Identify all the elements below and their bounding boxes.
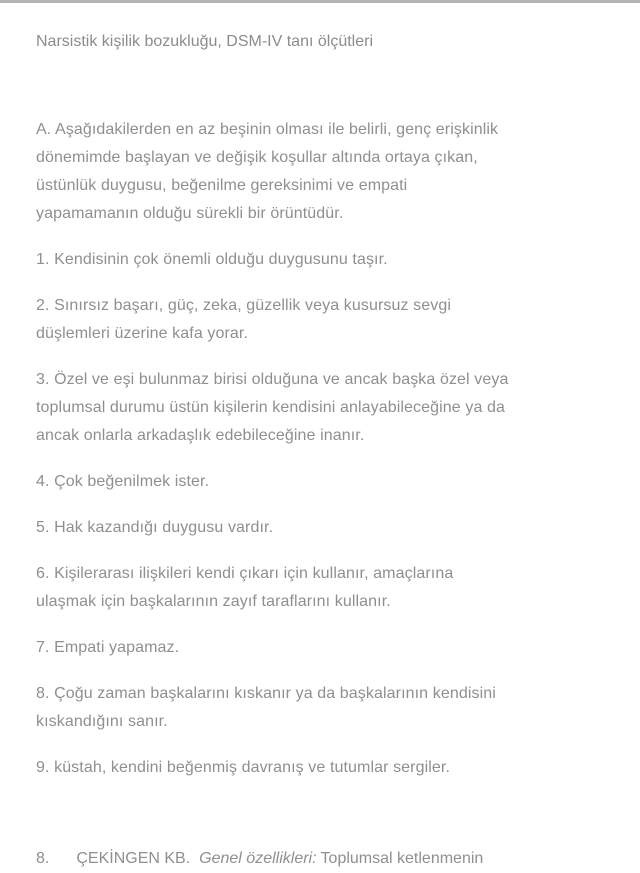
criterion-1: 1. Kendisinin çok önemli olduğu duygusunu taşır. (36, 251, 388, 268)
criteria-intro-paragraph: A. Aşağıdakilerden en az beşinin olması ile belirli, genç erişkinlik dönemimde başlayan ve değişik koşullar altında ortaya çıkan, üstünlük duygusu, beğenilme gereksinimi ve empati yapamamanın olduğu sürekli bir örüntüdür. (36, 121, 499, 222)
criterion-8: 8. Çoğu zaman başkalarını kıskanır ya da başkalarının kendisini kıskandığını sanır. (36, 685, 496, 730)
document-body (36, 116, 600, 782)
criterion-9: 9. küstah, kendini beğenmiş davranış ve tutumlar sergiler. (36, 759, 451, 776)
next-section-number: 8. (36, 850, 50, 867)
next-section-heading: ÇEKİNGEN KB. (76, 850, 191, 867)
document-page (0, 3, 640, 873)
next-section-line (36, 845, 600, 873)
next-section-text: Toplumsal ketlenmenin (320, 850, 484, 867)
criterion-4: 4. Çok beğenilmek ister. (36, 473, 210, 490)
page-title: Narsistik kişilik bozukluğu, DSM-IV tanı ölçütleri (36, 33, 373, 50)
criterion-5: 5. Hak kazandığı duygusu vardır. (36, 519, 274, 536)
criterion-6: 6. Kişilerarası ilişkileri kendi çıkarı için kullanır, amaçlarına ulaşmak için başkalarının zayıf taraflarını kullanır. (36, 565, 454, 610)
criterion-3: 3. Özel ve eşi bulunmaz birisi olduğuna ve ancak başka özel veya toplumsal durumu üstün kişilerin kendisini anlayabileceğine ya da ancak onlarla arkadaşlık edebileceğine inanır. (36, 371, 509, 444)
criterion-7: 7. Empati yapamaz. (36, 639, 180, 656)
next-section-subtitle: Genel özellikleri: (199, 850, 317, 867)
criterion-2: 2. Sınırsız başarı, güç, zeka, güzellik veya kusursuz sevgi düşlemleri üzerine kafa yorar. (36, 297, 451, 342)
